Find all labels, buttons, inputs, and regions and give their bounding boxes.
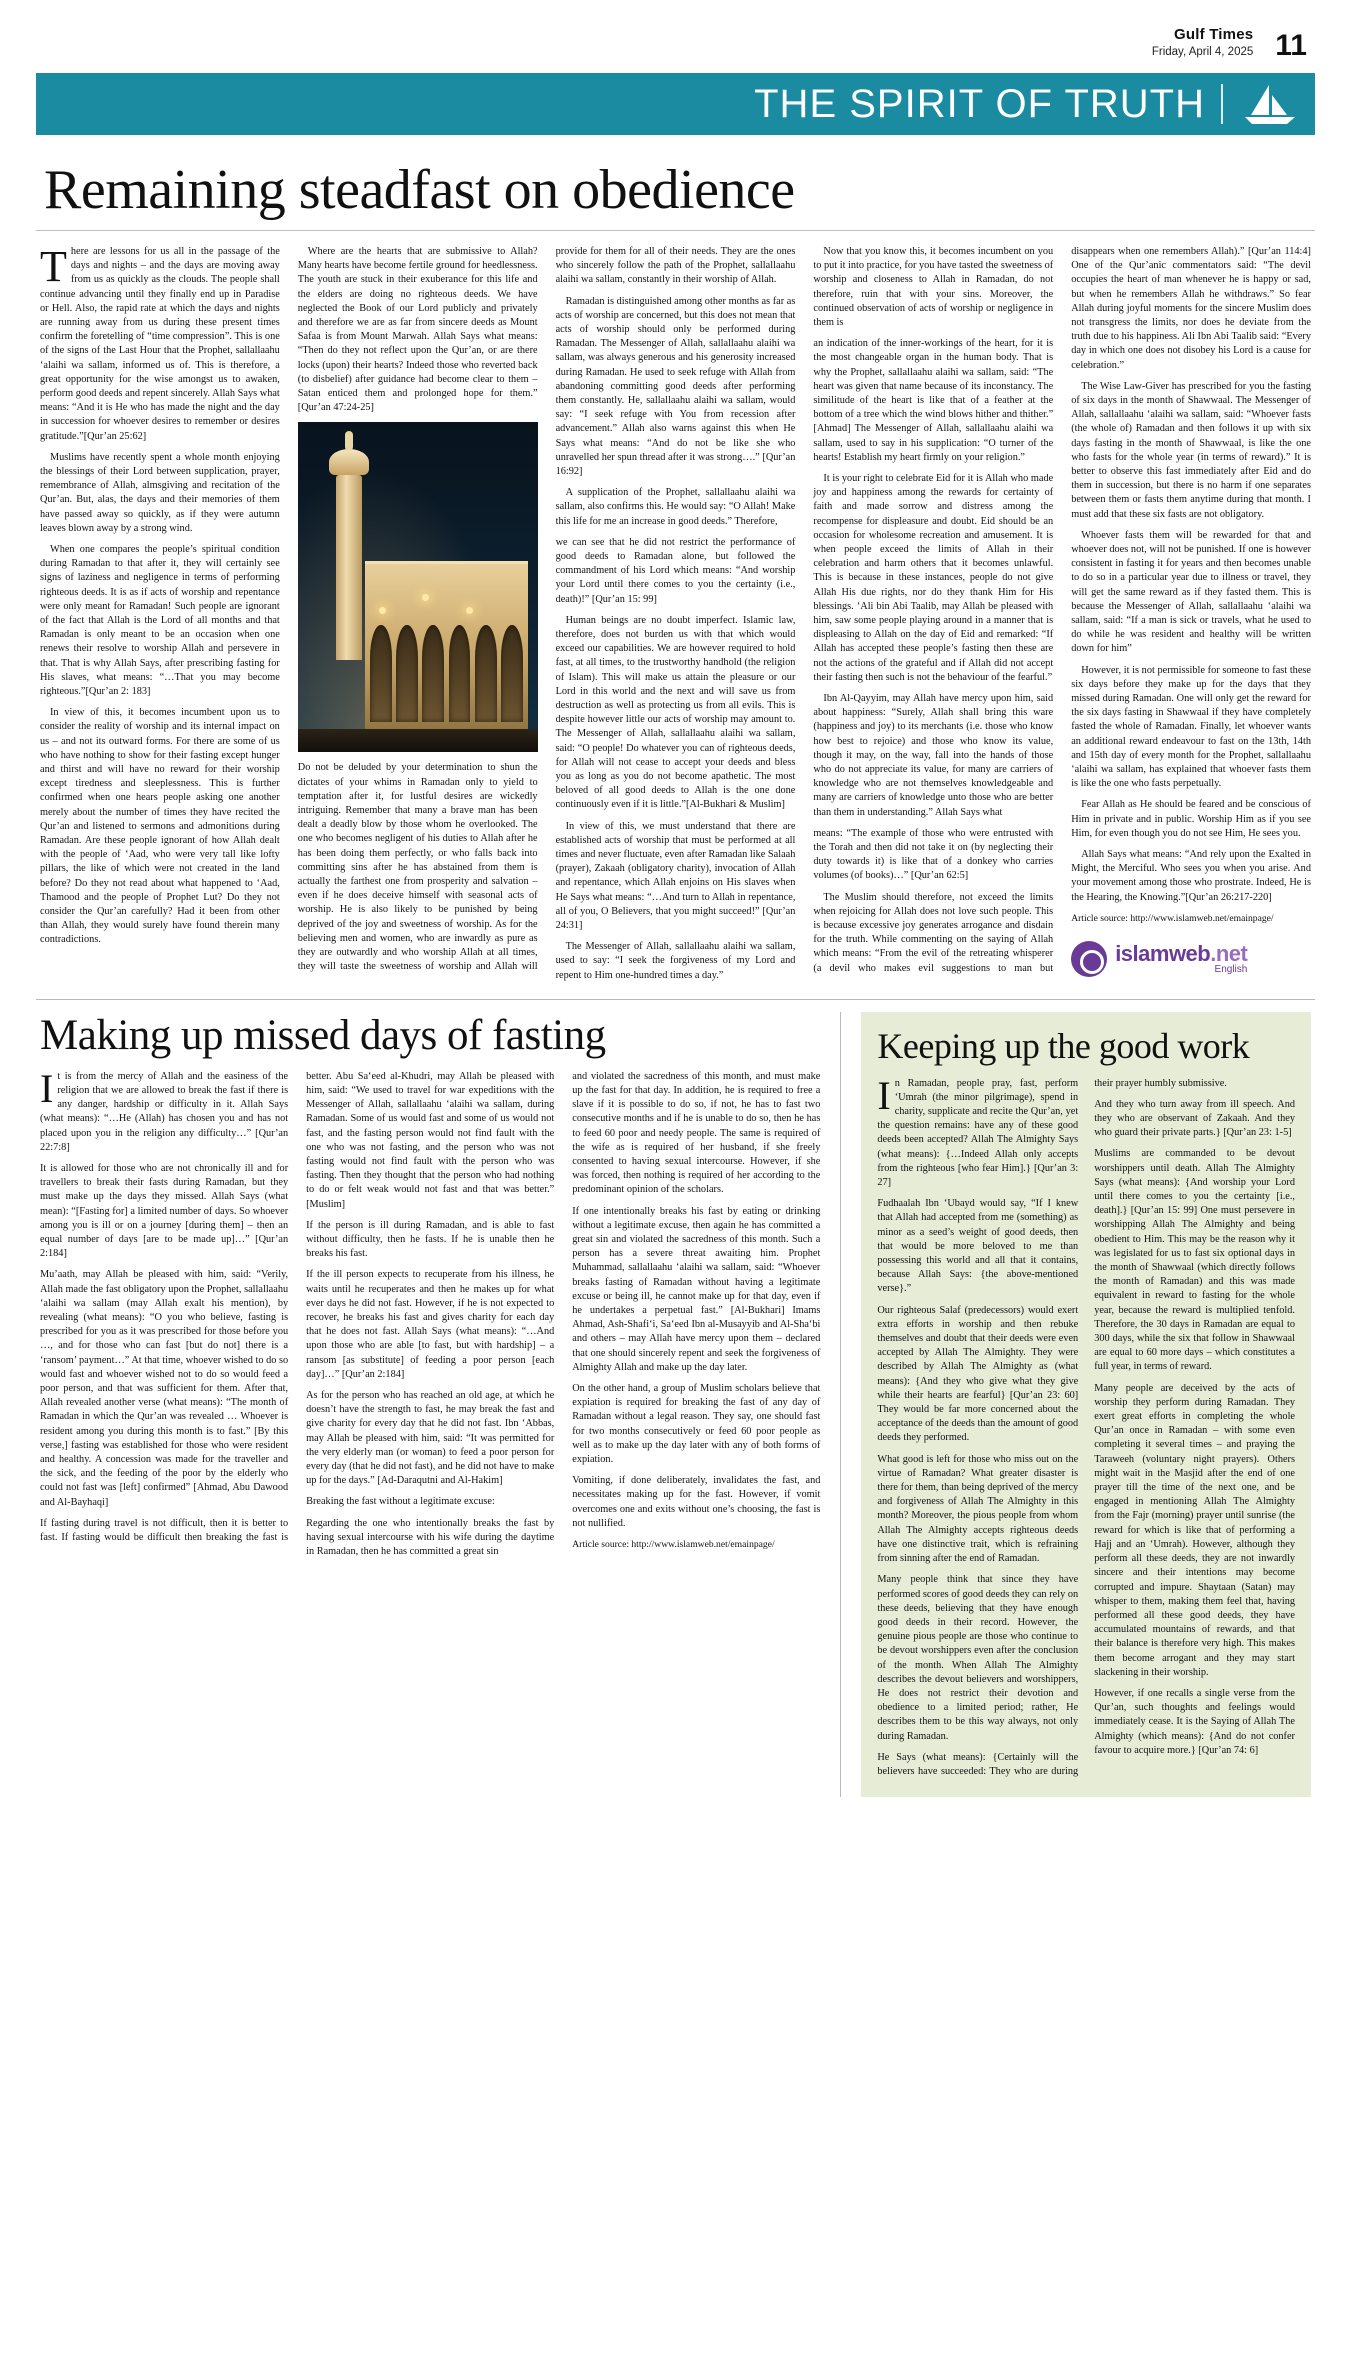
photo-lamp: [466, 607, 473, 614]
main-col2-p3: A supplication of the Prophet, sallallaahu alaihi wa sallam, also confirms this. He would say: “O Allah! Make this life for me an increase in good deeds.” Therefore,: [555, 487, 796, 527]
section-banner: [36, 73, 1315, 135]
main-col4-p3: Ibn Al-Qayyim, may Allah have mercy upon him, said about happiness: “Surely, Allah shall bring this ware (happiness and joy) to its merchants (i.e. those who know how best to rejoice) and those who know its value, though it may, on the way, fall into the hands of those who do not appreciate its value, for many are carriers of knowledge who are not themselves knowledgeable and many are carriers of knowledge unto those who are better than them in understanding.” Allah Says what: [813, 693, 1054, 818]
main-col5-p6: Fear Allah as He should be feared and be conscious of Him in private and in public. Worship Him as if you see Him, for even though you do not see Him, He sees you.: [1071, 799, 1311, 839]
dhow-boat-icon: [1239, 81, 1299, 127]
article-keeping-up-good-work: [861, 1012, 1311, 1797]
article-left-source: Article source: http://www.islamweb.net/emainpage/: [572, 1539, 775, 1551]
right-p1: In Ramadan, people pray, fast, perform ‘Umrah (the minor pilgrimage), spend in charity, supplicate and recite the Qur’an, yet the question remains: have any of these good deeds been accepted? Allah The Almighty Says (what means): {…Indeed Allah only accepts from the righteous [who fear Him].} [Qur’an 3: 27]: [877, 1072, 1079, 1189]
article-left-title: Making up missed days of fasting: [40, 1011, 606, 1059]
right-p7: And they who turn away from ill speech. And they who are observant of Zakaah. And they who guard their private parts.} [Qur’an 23: 1-5]: [1094, 1098, 1295, 1139]
bottom-vertical-divider: [840, 1012, 841, 1797]
main-col1-p4: In view of this, it becomes incumbent upon us to consider the reality of worship and its internal impact on us – and not its outward forms. For there are some of us who have nothing to show for their fasting except hunger and thirst and will have no reward for their worship except tiredness and sleeplessness. This is further confirmed when one hears people asking one another merely about the number of times they have recited the Qur’an and listened to sermons and admonitions during Ramadan. Are these people ignorant of how Allah dealt with the people of ‘Aad, who were very tall like lofty pillars, the like of which were not created in the land before? Do they not read about what happened to ‘Aad, Thamood and the people of Prophet Lut? Do they not consider the Qur’an carefully? Had it been from other than Allah, they would surely have found therein many contradictions.: [40, 707, 280, 946]
main-col1-p5: Where are the hearts that are submissive to Allah? Many hearts have become fertile ground for heedlessness. The youth are stuck in their exuberance for this life and the elders are doing no righteous deeds. We have neglected the Book of our Lord publicly and privately and therefore we are as far from sincere deeds as Mount Safaa is from Mount Marwah. Allah Says what means: “Then do they not reflect upon the Qur’an, or are there locks (upon) their hearts? Indeed those who reverted back (to disbelief) after guidance had become clear to them – Satan enticed them and prolonged hope for them.” [Qur’an 47:24-25]: [297, 245, 538, 414]
left-p3: Mu’aath, may Allah be pleased with him, said: “Verily, Allah made the fast obligatory upon the Prophet, sallallaahu ‘alaihi wa sallam (may Allah exalt his mention), by revealing (what means): “O you who believe, fasting is prescribed for you as it was prescribed for those before you …, and for those who can fast [but do not] there is a ‘ransom’ payment…” At that time, whoever wished to do so would fast and whoever wished not to do so would feed a poor person, and that was sufficient for them. After that, Allah revealed another verse (what means): “The month of Ramadan in which the Qur’an was revealed … Whoever is resident among you during this month is to fast.” [By this verse,] fasting was established for those who were resident and healthy. A concession was made for the traveller and the sick, and the feeding of the poor by the elderly who could not fast was [left] confirmed” [Ahmad, Abu Dawood and Al-Bayhaqi]: [40, 1269, 289, 1508]
right-p8: Muslims are commanded to be devout worshippers until death. Allah The Almighty Says (what means): {And worship your Lord until there comes to you the certainty [i.e., death].} [Qur’an 15: 99] One must persevere in worshipping Allah The Almighty and being obedient to Him. This may be the reason why it was legislated for us to fast six optional days in the month of Shawwaal (which directly follows the month of Ramadan) and this was made equivalent in reward to fasting for the whole year, because the reward is multiplied tenfold. Therefore, the 30 days in Ramadan are equal to 300 days, while the six that follow in Shawwaal are equal to 60 more days – which constitutes a full year, in terms of reward.: [1094, 1148, 1295, 1373]
left-p11: and violated the sacredness of this month, and must make up the fast for that day. In addition, he is required to free a slave if it is possible to do so, if not, he has to fast two consecutive months and if he is unable to do so, then he has to feed 60 poor and needy people. The same is required of the wife as is required of her husband, if she freely consented to having sexual intercourse. However, if she was forced, then nothing is required of her according to the predominant opinion of the scholars.: [572, 1070, 821, 1196]
main-col3-p4: The Messenger of Allah, sallallaahu alaihi wa sallam, used to say: “I seek the forgiveness of my Lord and repent to Him one-hundred times a day.”: [555, 941, 796, 981]
main-col5-p3: The Wise Law-Giver has prescribed for you the fasting of six days in the month of Shawwaal. The Messenger of Allah, sallallaahu ‘alaihi wa sallam, said: “Whoever fasts (the whole of) Ramadan and then follows it up with six days fasting in the month of Shawwaal, is like the one who fasts for the whole year (in terms of reward).” It is better to observe this fast immediately after Eid and do them in succession, but there is no harm if one separates between them or fasts them anytime during that month. I must add that these six fasts are not obligatory.: [1071, 380, 1311, 520]
left-p13: On the other hand, a group of Muslim scholars believe that expiation is required for breaking the fast of any day of Ramadan without a legal reason. They say, one should fast for two months consecutively or feed 60 poor people as well as to make up the day later with any of both forms of expiation.: [572, 1383, 821, 1466]
article-right-columns: [877, 1072, 1295, 1780]
mosque-photo: [298, 422, 538, 752]
left-p8: Breaking the fast without a legitimate excuse:: [306, 1496, 495, 1508]
right-p3: Our righteous Salaf (predecessors) would exert extra efforts in worship and then rebuke themselves and doubt that their deeds were even accepted by Allah The Almighty. They were described by Allah The Almighty as (what means): {And they who give what they give while their hearts are fearful} [Qur’an 23: 60] They would be far more concerned about the acceptance of the deeds than the amount of good deeds they performed.: [877, 1304, 1079, 1444]
mid-divider: [36, 999, 1315, 1000]
page-number: 11: [1275, 29, 1307, 63]
main-col1-p2: Muslims have recently spent a whole month enjoying the blessings of their Lord between supplication, prayer, remembrance of Allah, almsgiving and recitation of the Qur’an. But, alas, the days and their memories of them have passed away so quickly, as if they were autumn leaves blown away by a strong wind.: [40, 451, 280, 534]
main-col3-p1: we can see that he did not restrict the performance of good deeds to Ramadan alone, but followed the commandment of his Lord which means: “And worship your Lord until there comes to you the certainty (i.e., death)!” [Qur’an 15: 99]: [555, 536, 796, 605]
left-p1: It is from the mercy of Allah and the easiness of the religion that we are allowed to break the fast if there is any danger, hardship or difficulty in it. Allah Says (what means): “…He (Allah) has chosen you and has not placed upon you in the religion any difficulty…” [Qur’an 22:7:8]: [40, 1065, 289, 1153]
right-p2: Fudhaalah Ibn ‘Ubayd would say, “If I knew that Allah had accepted from me (something) as minor as a seed’s weight of good deeds, then that would be more beloved to me than possessing this world and all that it contains, because Allah Says: {the above-mentioned verse}.”: [877, 1198, 1079, 1295]
section-title: THE SPIRIT OF TRUTH: [754, 81, 1205, 126]
issue-date: Friday, April 4, 2025: [1151, 45, 1254, 58]
islamweb-logo-sub: English: [1214, 964, 1248, 976]
headline-rule: [36, 230, 1315, 231]
masthead: [0, 0, 1351, 63]
main-col3-p3: In view of this, we must understand that there are established acts of worship that must be performed at all times and never fluctuate, even after Ramadan like Salaah (prayer), Zakaah (obligatory charity), invocation of Allah and repentance, which Allah enjoins on His slaves when He Says what means: “…And turn to Allah in repentance, all of you, O Believers, that you might succeed!” [Qur’an 24:31]: [555, 820, 796, 932]
islamweb-logo: [1071, 941, 1311, 977]
left-p14: Vomiting, if done deliberately, invalidates the fast, and necessitates making up for the fast. However, if vomit overcomes one and exits without one’s choosing, the fast is not nullified.: [572, 1475, 821, 1529]
islamweb-logo-text: islamweb.net: [1115, 941, 1248, 967]
article-left-columns: [40, 1065, 821, 1560]
main-article-columns: [40, 241, 1311, 983]
left-p4: If fasting during travel is not difficult, then it is better to fast. If fasting would be difficult then breaking the fast is better. Abu Sa‘eed al-Khudri, may Allah be pleased with him, said: “We used to travel for war expeditions with the Messenger of Allah, sallallaahu ‘alaihi wa sallam, during Ramadan. Some of us would fast and some of us would not fast, and the fasting person would not find fault with the one who was not fasting, and the person who was not fasting would not find fault with the person who was fasting. Then they thought that the person who had nothing to do or felt weak would not fast and that was better.” [Muslim]: [40, 1070, 555, 1544]
right-p9: Many people are deceived by the acts of worship they perform during Ramadan. They exert great efforts in completing the whole Qur’an once in Ramadan – with some even completing it several times – and praying the Taraweeh (voluntary night prayers). Others might wait in the Masjid after the end of one prayer till the time of the next one, and be engaged in mentioning Allah The Almighty from the Fajr (morning) prayer until sunrise (the reward for which is like that of performing a Hajj and an ‘Umrah). However, although they perform all these deeds, they are not inwardly sincere and their intentions may become corrupted and impure. Shaytaan (Satan) may whisper to them, making them feel that, having performed all these good deeds, they have accumulated mountains of rewards, and that their balance is therefore very high. This makes them become arrogant and they may start slackening in their worship.: [1094, 1382, 1295, 1678]
main-col2-p1: Do not be deluded by your determination to shun the dictates of your whims in Ramadan only to yield to temptation after it, for lustful desires are wickedly intriguing. Remember that many a brave man has been dealt a deadly blow by those whom he overlooked. The one who becomes negligent of his duties to Allah after he has been doing them perfectly, or who falls back into committing sins after he has abstained from them is actually the farthest one from prosperity and salvation – even if he does deceive himself with seasonal acts of worship. He is also likely to be punished by being deprived of the joy and sweetness of worship. As for the believing men and women, who are inwardly as pure as they are outwardly and who worship Allah at all times, they will taste the sweetness of worship and Allah will provide for them for all of their needs. They are the ones who sincerely follow the path of the Prophet, sallallaahu alaihi wa sallam, constantly in their worship of Allah.: [297, 245, 796, 973]
main-col5-p1: means: “The example of those who were entrusted with the Torah and then did not take it on (by neglecting their duty towards it) is like that of a donkey who carries volumes (of books)…” [Qur’an 62:5]: [813, 827, 1054, 882]
main-col2-p2: Ramadan is distinguished among other months as far as acts of worship are concerned, but this does not mean that acts of worship should only be performed during Ramadan. The Messenger of Allah, sallallaahu alaihi wa sallam, was always generous and his generosity increased during Ramadan. He used to seek refuge with Allah from abandoning committing good deeds after performing them constantly. He, sallallaahu alaihi wa sallam, would say: “I seek refuge with You from recession after advancement.” Allah also warns against this when He Says what means: “And do not be like she who unravelled her spun thread after it was strong….” [Qur’an 16:92]: [555, 295, 796, 477]
main-col4-p2: It is your right to celebrate Eid for it is Allah who made joy and happiness among the rewards for certainty of faith and made sorrow and distress among the recompense for displeasure and doubt. Eid should be an occasion for wholesome recreation and amusement. It is when people exceed the limits of Allah in their celebration and harm others that it becomes unlawful. This is because in these instances, people do not give Allah His due rights, nor do they thank Him for His blessings. ‘Ali bin Abi Taalib, may Allah be pleased with him, saw some people playing around in a manner that is displeasing to Allah on the day of Eid and remarked: “If Allah has accepted these people’s fasting then these are not the actions of the grateful and if Allah did not accept their fasting then such is not the behaviour of the fearful.”: [813, 472, 1054, 683]
photo-minaret: [336, 475, 362, 660]
main-col3-p2: Human beings are no doubt imperfect. Islamic law, therefore, does not burden us with that which would exceed our capabilities. We are however required to hold fast, at all times, to the trustworthy handhold (the religion of Islam). This will make us attain the pleasure or our Lord in this world and the next and will save us from destruction as well as protecting us from all evils. This is despite however little our acts of worship may amount to. The Messenger of Allah, sallallaahu alaihi wa sallam, said: “O people! Do whatever you can of righteous deeds, for Allah will not cease to accept your deeds and bless you as long as you do not become apathetic. The most beloved of all good deeds to Allah is the one done continuously even if it is little.”[Al-Bukhari & Muslim]: [555, 614, 796, 811]
main-col1-p1: There are lessons for us all in the passage of the days and nights – and the days are moving away from us as quickly as the clouds. The people shall continue advancing until they finally end up in Paradise or Hell. Also, the rapid rate at which the days and nights are running away from us during these present times confirm the foretelling of “time compression”. This is one of the signs of the Last Hour that the Prophet, sallallaahu ‘alaihi wa sallam, informed us of. This is therefore, a great opportunity for the wise amongst us to awaken, perform good deeds and repent sincerely. Allah Says what means: “And it is He who has made the night and the day in succession for whoever desires to remember or desires gratitude.”[Qur’an 25:62]: [40, 241, 280, 442]
right-p4: What good is left for those who miss out on the virtue of Ramadan? What greater disaster is there for them, than being deprived of the mercy and forgiveness of Allah The Almighty in this month? Moreover, the pious people from whom Allah The Almighty accepts righteous deeds have one distinctive trait, which is refraining from sinning after the end of Ramadan.: [877, 1453, 1079, 1565]
main-col5-p5: However, it is not permissible for someone to fast these six days before they make up for the days that they missed during Ramadan. One will only get the reward for the six days fasting in Shawwaal if they have completely fasted the whole of Ramadan. Finally, let whoever wants an additional reward endeavour to fast on the 13th, 14th and 15th day of every month for the Prophet, sallallaahu ‘alaihi wa sallam, has explained that whoever fasts them is like the one who fasts perpetually.: [1071, 664, 1311, 790]
right-p5: Many people think that since they have performed scores of good deeds they can rely on these deeds, believing that they have enough good deeds in their record. However, the genuine pious people are those who continue to be devout worshippers even after the conclusion of the month. When Allah The Almighty describes the devout believers and worshippers, He does not restrict their devotion and obedience to a limited period; rather, He describes them to be this way always, not only during Ramadan.: [877, 1574, 1079, 1742]
main-col5-p7: Allah Says what means: “And rely upon the Exalted in Might, the Merciful. Who sees you when you arise. And your movement among those who prostrate. Indeed, He is the Hearing, the Knowing.”[Qur’an 26:217-220]: [1071, 849, 1311, 903]
main-article: [40, 241, 1311, 983]
paper-name: Gulf Times: [1174, 26, 1254, 43]
photo-ground: [298, 729, 538, 752]
main-col5-p2: The Muslim should therefore, not exceed the limits when rejoicing for Allah does not love such people. This is because excessive joy generates arrogance and disdain for the truth. While commenting on the saying of Allah which means: “From the evil of the retreating whisperer (a devil who makes evil suggestions to man but disappears when one remembers Allah).” [Qur’an 114:4] One of the Qur’anic commentators said: “The devil occupies the heart of man whenever he is happy or sad, but when he remembers Allah he withdraws.” So fear Allah during joyful moments for the sincere Muslim does not transgress the limits, nor does he deviate from the truth due to his happiness. Ali Ibn Abi Taalib said: “Every day in which one does not disobey his Lord is a cause for celebration.”: [813, 245, 1311, 974]
main-headline: Remaining steadfast on obedience: [44, 159, 795, 222]
banner-divider: [1221, 84, 1223, 124]
left-p7: As for the person who has reached an old age, at which he doesn’t have the strength to fast, he may break the fast and give charity for every day that he did not fast. Ibn ‘Abbas, may Allah be pleased with him, said: “It was permitted for the very elderly man (or woman) to feed a poor person for every day (that he did not fast), and he did not have to make up for the days.” [Ad-Daraqutni and Al-Hakim]: [306, 1390, 555, 1487]
right-p6: He Says (what means): {Certainly will the believers have succeeded: They who are during their prayer humbly submissive.: [877, 1077, 1227, 1777]
left-p12: If one intentionally breaks his fast by eating or drinking without a legitimate excuse, then again he has committed a great sin and violated the sacredness of this month. Such a person has a severe threat awaiting him. Prophet Muhammad, sallallaahu ‘alaihi wa sallam, said: “Whoever breaks fasting of Ramadan without having a legitimate excuse or being ill, he cannot make up for that day, even if he undertakes a perpetual fast.” [Al-Bukhari] Imams Ahmad, Ash-Shafi‘i, Sa‘eed Ibn al-Musayyib and Al-Sha‘bi and others – may Allah have mercy upon them – declared that one should sincerely repent and seek the forgiveness of Almighty Allah and make up the day later.: [572, 1205, 821, 1373]
main-col5-p4: Whoever fasts them will be rewarded for that and whoever does not, will not be punished. If one is however consistent in fasting it for years and then becomes unable to do so in a particular year due to illness or travel, they will get the same reward as if they fasted them. This is because the Messenger of Allah, sallallaahu ‘alaihi wa sallam, said: “If a man is sick or travels, what he used to do while he was resident and healthy will be written down for him”: [1071, 529, 1311, 655]
left-p9: Regarding the one who intentionally breaks the fast by having sexual intercourse with his wife during the daytime in Ramadan, then he has committed a great sin: [306, 1517, 555, 1558]
photo-arches: [370, 625, 523, 723]
islamweb-badge-icon: [1071, 941, 1107, 977]
main-col4-p1: an indication of the inner-workings of the heart, for it is the most changeable organ in the human body. That is why the Prophet, sallallaahu alaihi wa sallam, said: “The heart was given that name because of its inconstancy. The similitude of the heart is like that of a feather at the bottom of a tree which the wind blows hither and thither.” [Ahmad] The Messenger of Allah, sallallaahu alaihi wa sallam, used to say in his supplication: “O turner of the hearts! Establish my heart firmly on your religion.”: [813, 338, 1054, 463]
right-p10: However, if one recalls a single verse from the Qur’an, such thoughts and feelings would immediately cease. It is the Saying of Allah The Almighty (which means): {And do not confer favour to acquire more.} [Qur’an 74: 6]: [1094, 1687, 1295, 1756]
left-p6: If the ill person expects to recuperate from his illness, he waits until he recuperates and then he makes up for what ever days he did not fast. However, if he is not expected to recover, he breaks his fast and gives charity for each day that he does not fast. Allah Says (what means): “…And upon those who are able [to fast, but with hardship] – a ransom [as substitute] of feeding a poor person [each day]…” [Qur’an 2:184]: [306, 1269, 555, 1380]
mosque-photo-figure: [298, 422, 538, 752]
main-col3-p5: Now that you know this, it becomes incumbent on you to put it into practice, for you have tasted the sweetness of worship and closeness to Allah in Ramadan, do not therefore, ruin that with your sins. Moreover, the continued observation of acts of worship or negligence in them is: [813, 245, 1054, 328]
bottom-section: [40, 1012, 1311, 1797]
left-p5: If the person is ill during Ramadan, and is able to fast without difficulty, then he fasts. If he is unable then he breaks his fast.: [306, 1219, 555, 1260]
main-col1-p3: When one compares the people’s spiritual condition during Ramadan to that after it, they will certainly see signs of laziness and negligence in terms of performing righteous deeds. It is as if acts of worship and repentance were only meant for Ramadan! Such people are ignorant of the fact that Allah is the Lord of all months and that Ramadan is only meant to be an occasion when one renews their resolve to worship Allah and persevere in that. That is why Allah Says, after prescribing fasting for His slaves, what means: “…That you may become righteous.”[Qur’an 2: 183]: [40, 543, 280, 698]
photo-mosque-building: [365, 561, 528, 733]
left-p2: It is allowed for those who are not chronically ill and for travellers to break their fasts during Ramadan, but they must make up the days they missed. Allah Says (what mean): “[Fasting for] a limited number of days. So whoever among you is ill or on a journey [during them] – then an equal number of days [are to be made up]…” [Qur’an 2:184]: [40, 1162, 289, 1260]
article-making-up-missed-days: [40, 1012, 820, 1559]
main-article-source: Article source: http://www.islamweb.net/emainpage/: [1071, 912, 1274, 924]
article-right-title: Keeping up the good work: [877, 1025, 1250, 1066]
